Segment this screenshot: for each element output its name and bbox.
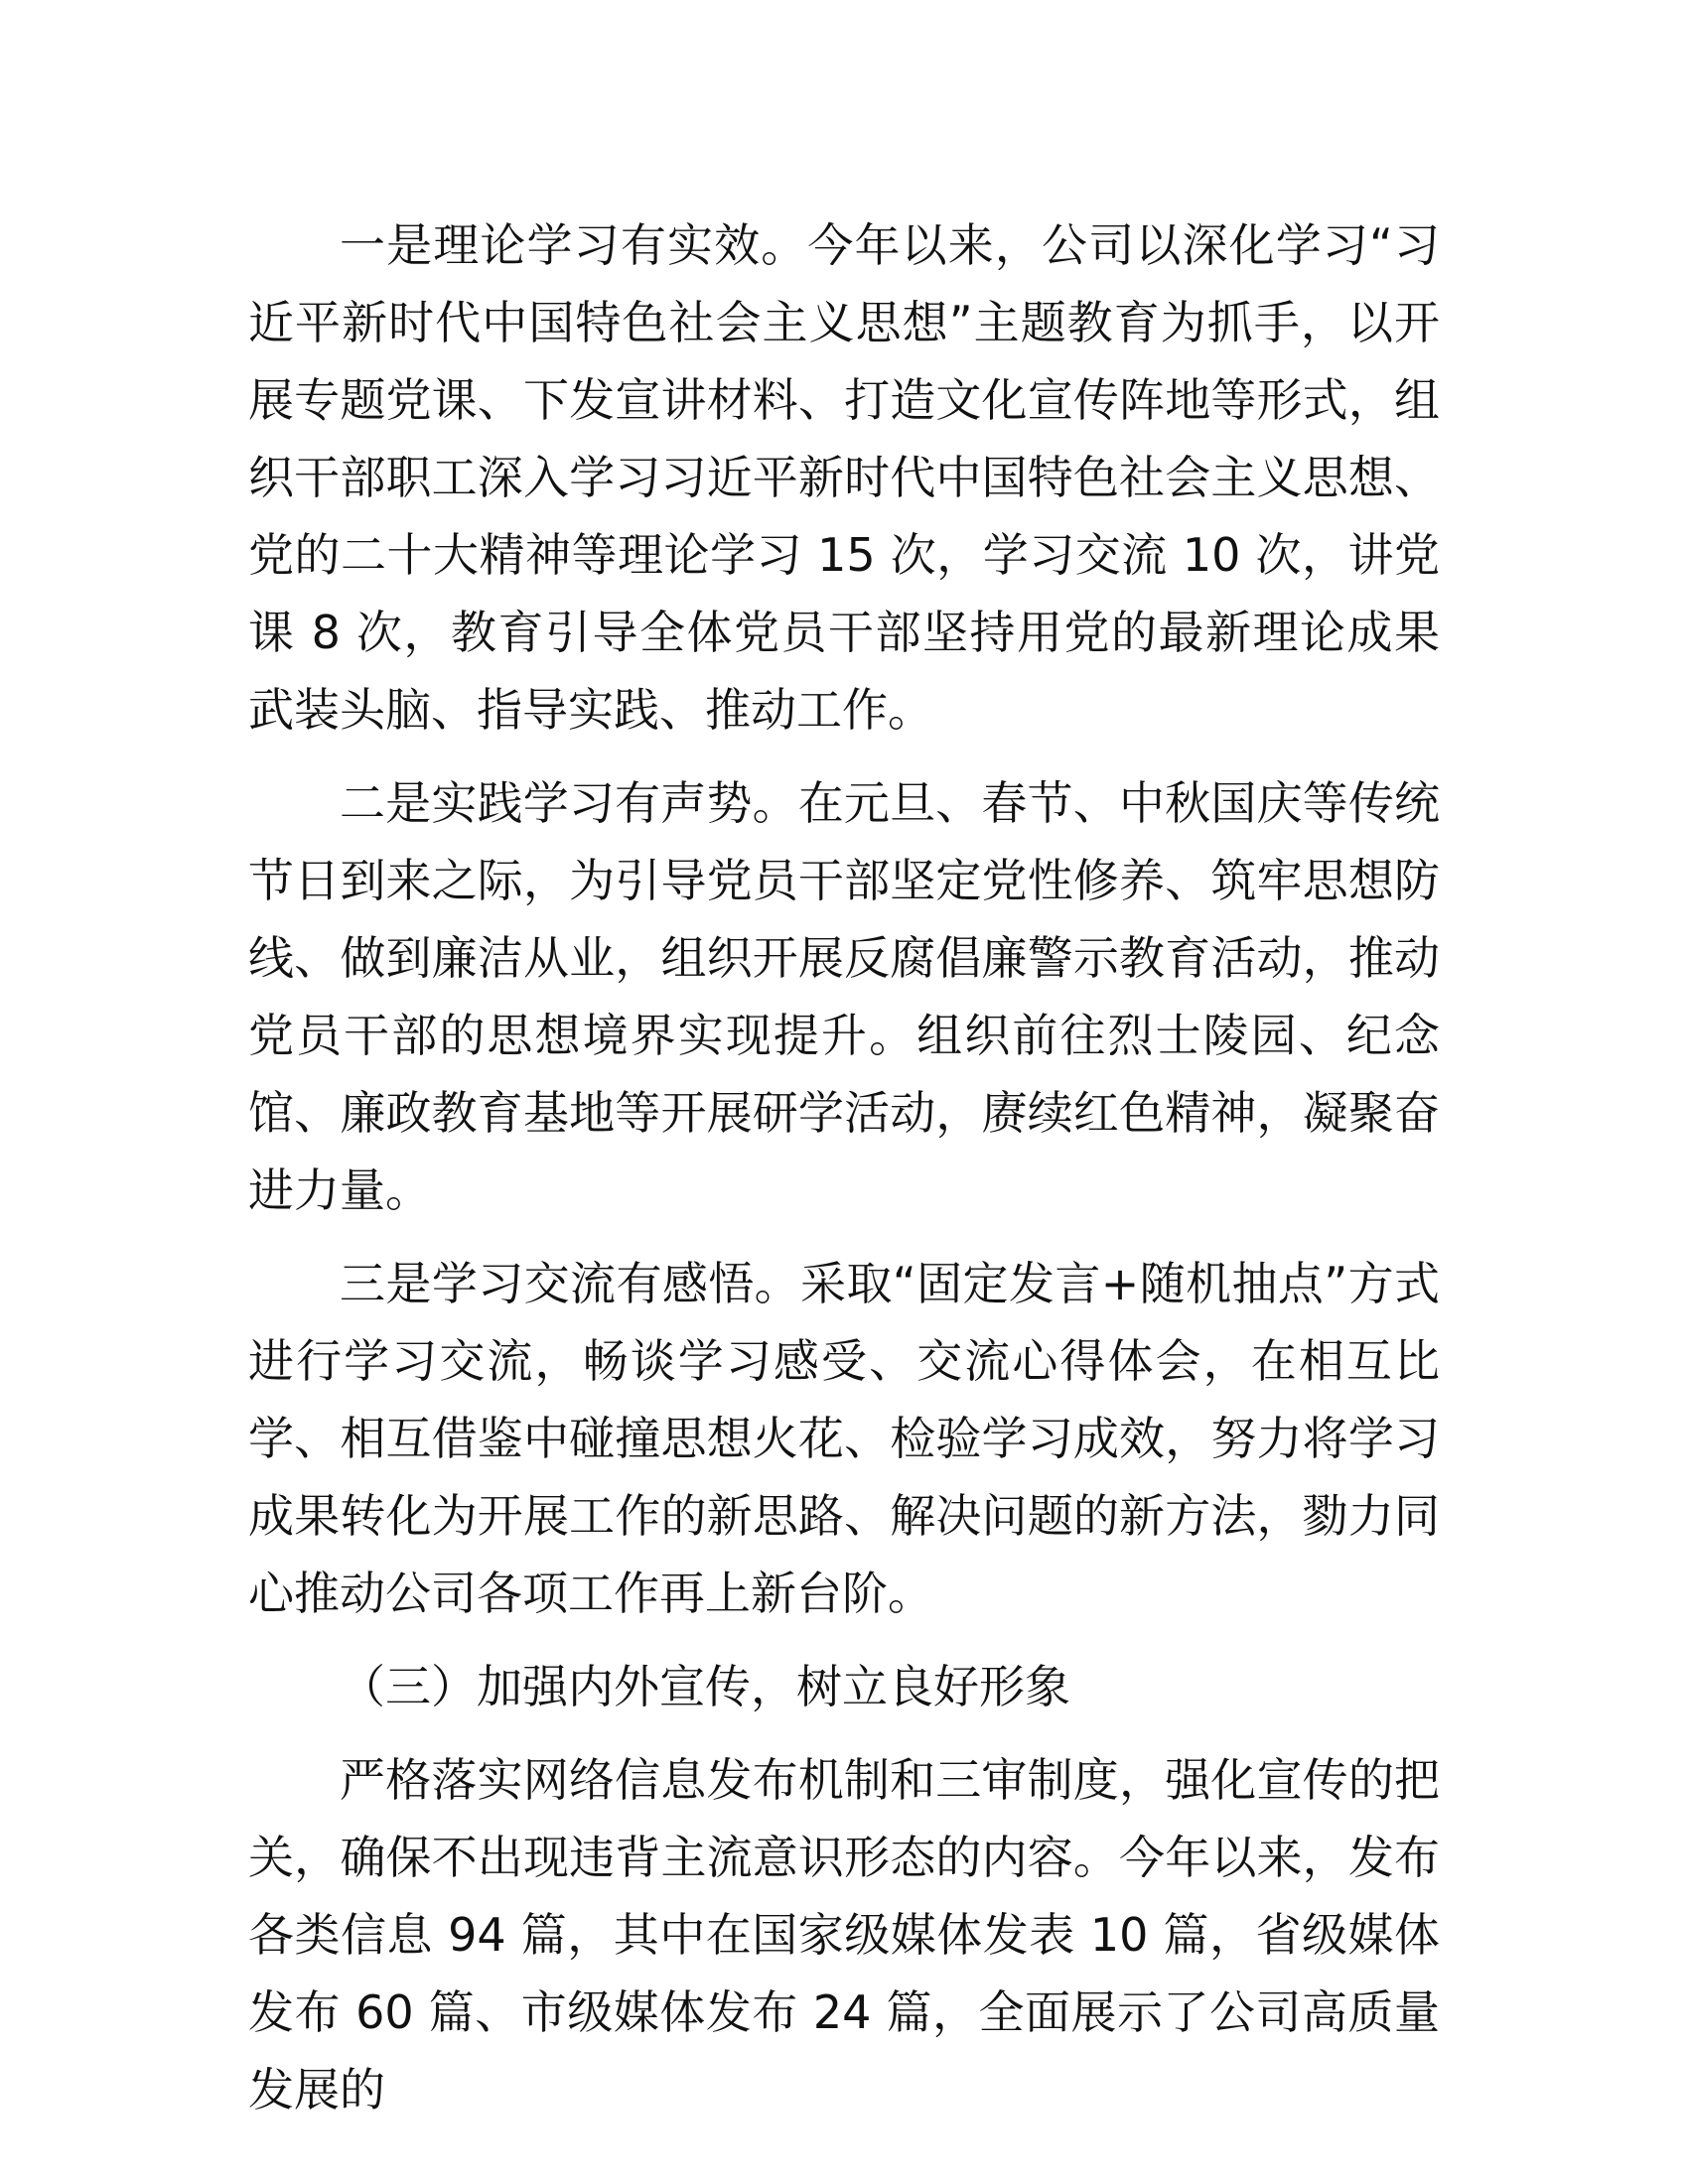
- document-body: [248, 206, 1440, 2144]
- paragraph-practice-study: 二是实践学习有声势。在元旦、春节、中秋国庆等传统节日到来之际，为引导党员干部坚定党性修养、筑牢思想防线、做到廉洁从业，组织开展反腐倡廉警示教育活动，推动党员干部的思想境界实现提升。组织前往烈士陵园、纪念馆、廉政教育基地等开展研学活动，赓续红色精神，凝聚奋进力量。: [248, 776, 1440, 1217]
- paragraph-publicity: 严格落实网络信息发布机制和三审制度，强化宣传的把关，确保不出现违背主流意识形态的内容。今年以来，发布各类信息 94 篇，其中在国家级媒体发表 10 篇，省级媒体发布 60 篇、市级媒体发布 24 篇，全面展示了公司高质量发展的: [248, 1753, 1440, 2116]
- section-heading: （三）加强内外宣传，树立良好形象: [340, 1660, 1070, 1713]
- paragraph-theory-study: 一是理论学习有实效。今年以来，公司以深化学习“习近平新时代中国特色社会主义思想”主题教育为抓手，以开展专题党课、下发宣讲材料、打造文化宣传阵地等形式，组织干部职工深入学习习近平新时代中国特色社会主义思想、党的二十大精神等理论学习 15 次，学习交流 10 次，讲党课 8 次，教育引导全体党员干部坚持用党的最新理论成果武装头脑、指导实践、推动工作。: [248, 218, 1440, 737]
- paragraph-study-exchange: 三是学习交流有感悟。采取“固定发言+随机抽点”方式进行学习交流，畅谈学习感受、交流心得体会，在相互比学、相互借鉴中碰撞思想火花、检验学习成效，努力将学习成果转化为开展工作的新思路、解决问题的新方法，勠力同心推动公司各项工作再上新台阶。: [248, 1257, 1440, 1620]
